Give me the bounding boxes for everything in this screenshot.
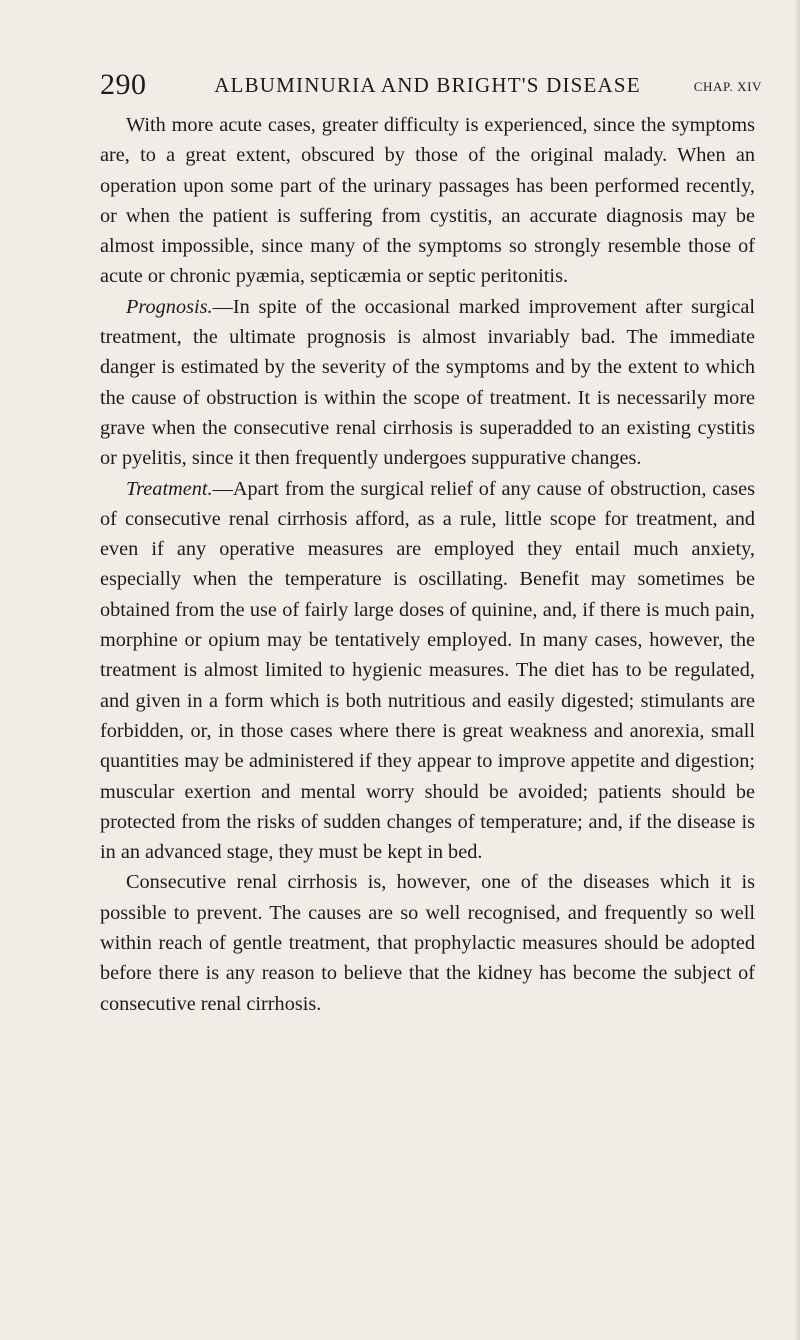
paragraph-prevention bbox=[100, 867, 755, 1018]
book-page bbox=[100, 68, 762, 1019]
chapter-mark: CHAP. XIV bbox=[693, 79, 762, 94]
paragraph-text: —Apart from the surgical relief of any cause of obstruction, cases of consecutive renal cirrhosis afford, as a rule, little scope for treatment, and even if any operative measures are employed they entail much anxiety, especially when the temperature is oscillating. Benefit may sometimes be obtained from the use of fairly large doses of quinine, and, if there is much pain, morphine or opium may be tentatively employed. In many cases, however, the treatment is almost limited to hygienic measures. The diet has to be regulated, and given in a form which is both nutritious and easily digested; stimulants are forbidden, or, in those cases where there is great weakness and anorexia, small quantities may be administered if they appear to improve appetite and digestion; muscular exertion and mental worry should be avoided; patients should be protected from the risks of sudden changes of temperature; and, if the disease is in an advanced stage, they must be kept in bed. bbox=[100, 477, 755, 864]
section-heading-treatment: Treatment. bbox=[126, 477, 213, 500]
paragraph-text: Consecutive renal cirrhosis is, however, one of the diseases which it is possible to prevent. The causes are so well recognised, and frequently so well within reach of gentle treatment, that prophylactic measures should be adopted before there is any reason to believe that the kidney has become the subject of consecutive renal cirrhosis. bbox=[100, 871, 755, 1015]
paragraph-diagnosis-acute bbox=[100, 110, 755, 292]
page-edge-shadow bbox=[794, 0, 800, 1340]
running-title: ALBUMINURIA AND BRIGHT'S DISEASE bbox=[214, 73, 641, 97]
body-text bbox=[100, 110, 755, 1019]
paragraph-treatment bbox=[100, 474, 755, 868]
running-head bbox=[100, 68, 762, 102]
section-heading-prognosis: Prognosis. bbox=[126, 295, 213, 318]
paragraph-text: —In spite of the occasional marked improvement after surgical treatment, the ultimate prognosis is almost invariably bad. The immediate danger is estimated by the severity of the symptoms and by the extent to which the cause of obstruction is within the scope of treatment. It is necessarily more grave when the consecutive renal cirrhosis is superadded to an existing cystitis or pyelitis, since it then frequently undergoes suppurative changes. bbox=[100, 295, 755, 470]
paragraph-text: With more acute cases, greater difficulty is experienced, since the symptoms are, to a great extent, obscured by those of the original malady. When an operation upon some part of the urinary passages has been performed recently, or when the patient is suffering from cystitis, an accurate diagnosis may be almost impossible, since many of the symptoms so strongly resemble those of acute or chronic pyæmia, septicæmia or septic peritonitis. bbox=[100, 114, 755, 288]
page-number: 290 bbox=[100, 68, 147, 101]
paragraph-prognosis bbox=[100, 292, 755, 474]
